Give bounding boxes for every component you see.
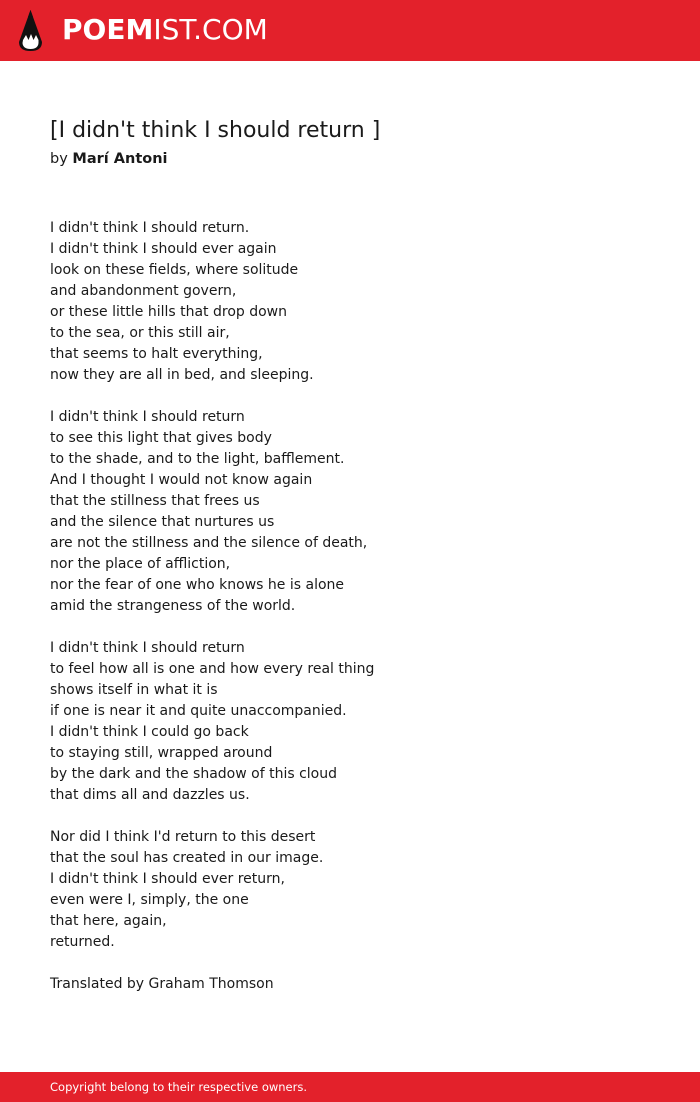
poem-body [50,218,650,974]
poem-line: that dims all and dazzles us. [50,787,250,803]
poem-line: now they are all in bed, and sleeping. [50,367,314,383]
poem-line: nor the place of affliction, [50,556,231,572]
poem-line: I didn't think I should ever return, [50,871,285,887]
site-header [0,0,700,61]
poem-line: Nor did I think I'd return to this desert [50,829,316,845]
poem-stanza [50,407,650,617]
poem-line: to the sea, or this still air, [50,325,230,341]
by-label: by [50,151,68,167]
site-logo-text[interactable] [62,13,268,47]
poem-line: I didn't think I should ever again [50,241,277,257]
poem-line: And I thought I would not know again [50,472,313,488]
poem-stanza [50,638,650,806]
poem-line: I didn't think I should return [50,409,245,425]
poem-line: look on these fields, where solitude [50,262,299,278]
poem-stanza [50,827,650,953]
poem-line: to staying still, wrapped around [50,745,273,761]
poem-line: to feel how all is one and how every real thing [50,661,375,677]
poem-line: are not the stillness and the silence of death, [50,535,368,551]
poem-line: nor the fear of one who knows he is alone [50,577,345,593]
poem-line: that the soul has created in our image. [50,850,324,866]
brand-bold-text: POEM [62,13,154,46]
poem-line: if one is near it and quite unaccompanied. [50,703,347,719]
poem-line: shows itself in what it is [50,682,218,698]
site-footer [0,1072,700,1102]
brand-light-text: IST.COM [153,13,268,46]
poem-title: [I didn't think I should return ] [50,118,381,143]
poem-line: and abandonment govern, [50,283,237,299]
pencil-tip-icon[interactable] [17,9,44,52]
poem-line: that seems to halt everything, [50,346,263,362]
translator-credit: Translated by Graham Thomson [50,976,274,992]
poem-stanza [50,218,650,386]
poem-author: Marí Antoni [72,151,168,167]
poem-line: amid the strangeness of the world. [50,598,296,614]
poem-line: returned. [50,934,115,950]
poem-line: I didn't think I could go back [50,724,249,740]
poem-line: that here, again, [50,913,167,929]
poem-line: by the dark and the shadow of this cloud [50,766,337,782]
poem-line: to see this light that gives body [50,430,272,446]
poem-byline [50,148,168,170]
poem-line: that the stillness that frees us [50,493,260,509]
poem-line: even were I, simply, the one [50,892,249,908]
poem-line: I didn't think I should return. [50,220,250,236]
copyright-notice: Copyright belong to their respective owners. [50,1080,308,1094]
poem-line: and the silence that nurtures us [50,514,275,530]
poem-line: to the shade, and to the light, bafflement. [50,451,345,467]
poem-line: or these little hills that drop down [50,304,287,320]
poem-line: I didn't think I should return [50,640,245,656]
